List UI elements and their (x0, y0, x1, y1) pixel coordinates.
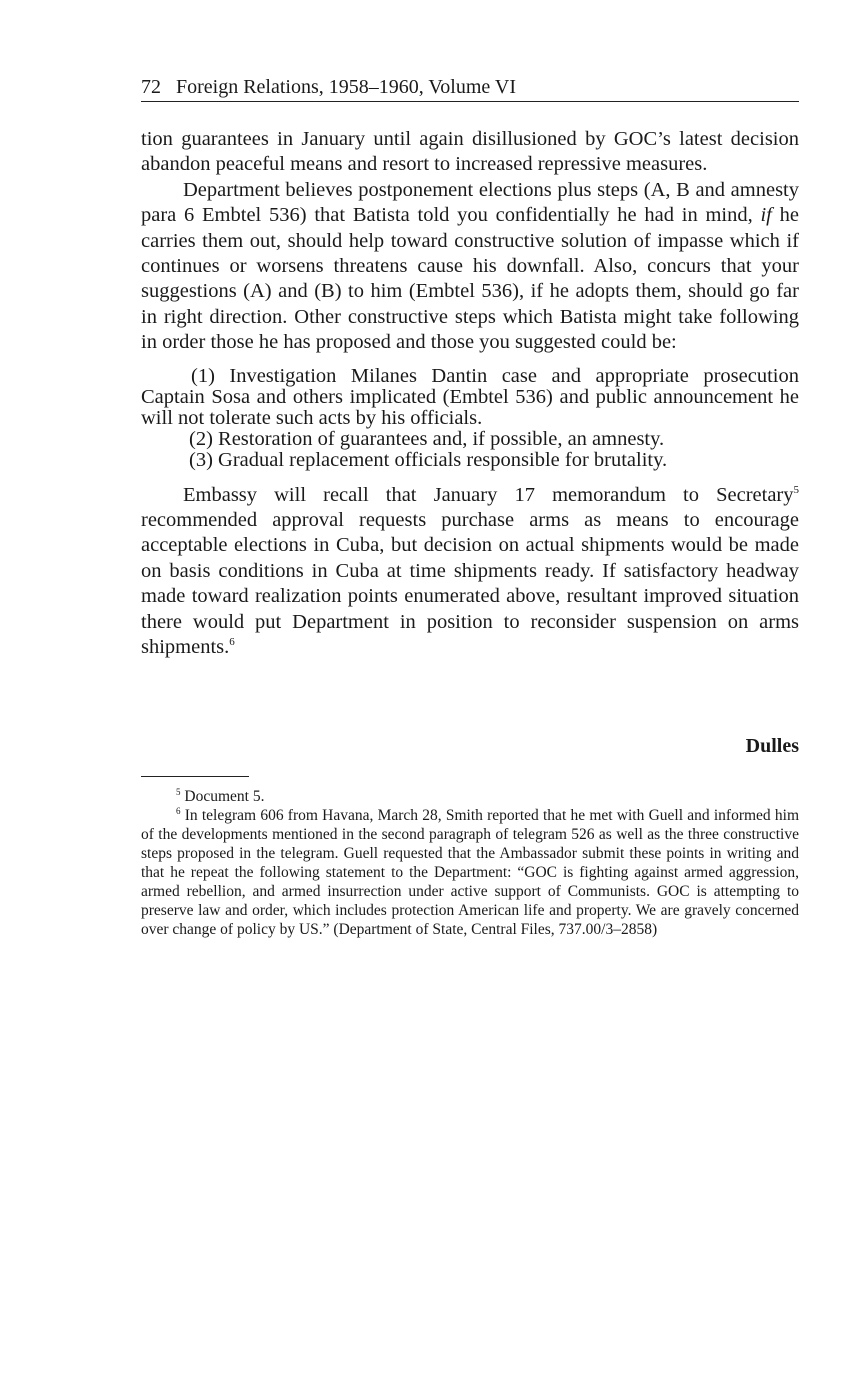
footnote-text: In telegram 606 from Havana, March 28, Smith reported that he met with Guell and informed him of the developments mentioned in the second paragraph of telegram 526 as well as the three constructive steps proposed in the telegram. Guell requested that the Ambassador submit these points in writing and that he repeat the following statement to the Department: “GOC is fighting against armed aggression, armed rebellion, and armed insurrection under active support of Communists. GOC is attempting to preserve law and order, which includes protection American life and property. We are gravely concerned over change of policy by US.” (Department of State, Central Files, 737.00/3–2858) (141, 807, 800, 938)
signature: Dulles (745, 735, 799, 757)
footnote-item (141, 787, 799, 806)
paragraph-continuation: tion guarantees in January until again disillusioned by GOC’s latest decision abandon peaceful means and resort to increased repressive measures. (141, 128, 799, 176)
footnote-reference-6[interactable]: 6 (229, 636, 235, 649)
footnote-text: Document 5. (184, 788, 265, 805)
footnote-reference-5[interactable]: 5 (793, 483, 799, 496)
list-item: (1) Investigation Milanes Dantin case and appropriate prosecution Captain Sosa and others implicated (Embtel 536) and public announcement he will not tolerate such acts by his officials. (141, 364, 799, 429)
p3-text-part1: Embassy will recall that January 17 memorandum to Secretary (183, 483, 794, 506)
footnote-divider (141, 776, 249, 777)
paragraph-department-believes (141, 178, 799, 356)
running-head (141, 74, 799, 102)
page-number: 72 (141, 76, 161, 98)
p2-emphasis-if: if (760, 204, 772, 227)
footnote-marker: 6 (176, 805, 181, 816)
footnotes (141, 787, 799, 939)
body-text (141, 127, 799, 661)
volume-title: Foreign Relations, 1958–1960, Volume VI (176, 76, 516, 98)
footnote-marker: 5 (176, 786, 181, 797)
p3-text-part2: recommended approval requests purchase arms as means to encourage acceptable elections in Cuba, but decision on actual shipments would be made on basis conditions in Cuba at time shipments ready. If satisfactory headway made toward realization points enumerated above, resultant improved situation there would put Department in position to reconsider suspension on arms shipments. (141, 509, 799, 659)
p2-text-after: he carries them out, should help toward constructive solution of impasse which if continues or worsens threatens cause his downfall. Also, concurs that your suggestions (A) and (B) to him (Embtel 536), if he adopts them, should go far in right direction. Other constructive steps which Batista might take following in order those he has proposed and those you suggested could be: (141, 204, 800, 354)
constructive-steps-list (141, 366, 799, 471)
list-item: (2) Restoration of guarantees and, if possible, an amnesty. (189, 427, 665, 450)
paragraph-embassy-will-recall (141, 483, 799, 661)
p2-text-before: Department believes postponement elections plus steps (A, B and amnesty para 6 Embtel 536) that Batista told you confidentially he had in mind, (141, 178, 799, 227)
list-item: (3) Gradual replacement officials responsible for brutality. (189, 448, 668, 471)
footnote-item (141, 806, 799, 939)
